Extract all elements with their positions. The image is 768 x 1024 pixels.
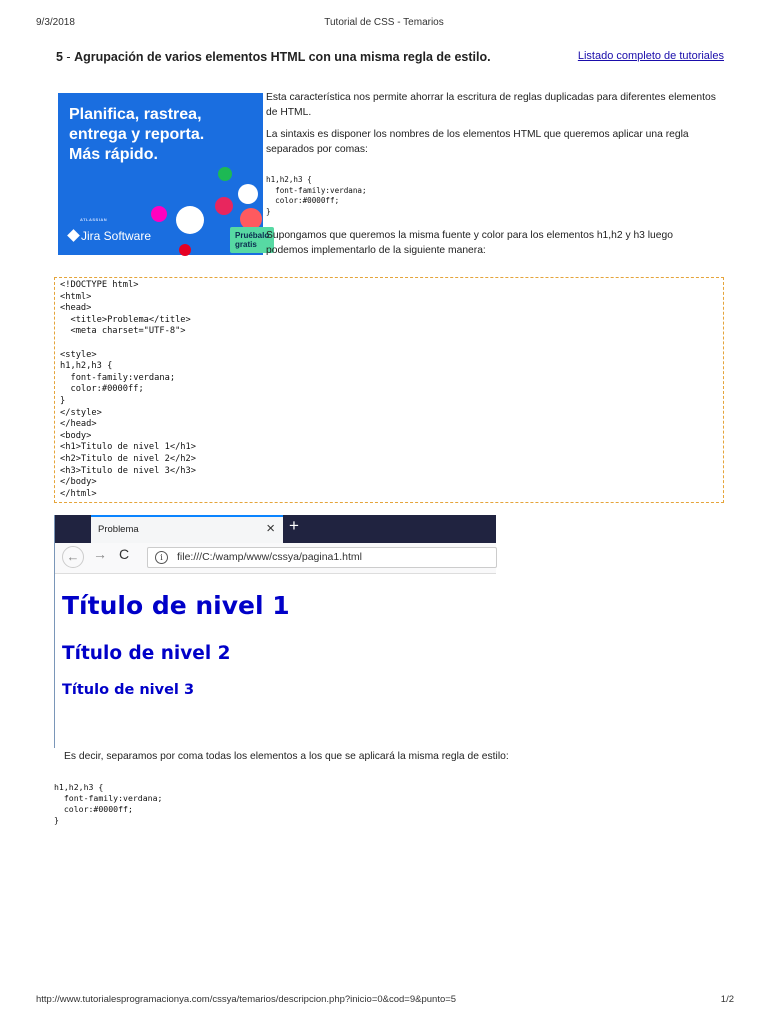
address-bar-url: file:///C:/wamp/www/cssya/pagina1.html	[177, 551, 362, 563]
ad-headline	[69, 105, 259, 165]
lesson-separator: -	[62, 50, 75, 64]
rendered-h3: Título de nivel 3	[62, 682, 195, 698]
forward-arrow-icon[interactable]: →	[93, 546, 107, 562]
back-arrow-icon[interactable]: ←	[62, 546, 84, 568]
ad-headline-line: Más rápido.	[69, 146, 158, 163]
lyft-logo-icon	[151, 206, 167, 222]
lesson-heading	[56, 50, 491, 64]
example-code-box	[54, 277, 724, 503]
tab-title: Problema	[98, 524, 139, 535]
print-page-title: Tutorial de CSS - Temarios	[324, 17, 444, 28]
info-icon[interactable]: i	[155, 551, 168, 564]
stripe-logo-icon	[238, 184, 258, 204]
example-intro-paragraph: Supongamos que queremos la misma fuente y color para los elementos h1,h2 y h3 luego podemos implementarlo de la siguiente manera:	[266, 230, 673, 256]
lesson-number: 5	[56, 50, 63, 64]
tutorials-list-link[interactable]: Listado completo de tutoriales	[577, 50, 724, 62]
pinterest-logo-icon	[179, 244, 191, 256]
new-tab-icon[interactable]: +	[289, 516, 299, 535]
spotify-logo-icon	[218, 167, 232, 181]
print-page-number: 1/2	[720, 994, 734, 1005]
browser-tab[interactable]	[91, 515, 283, 543]
browser-screenshot	[54, 515, 496, 748]
ad-brand-owner: ATLASSIAN	[80, 217, 108, 222]
ad-headline-line: entrega y reporta.	[69, 126, 205, 143]
syntax-paragraph: La sintaxis es disponer los nombres de los elementos HTML que queremos aplicar una regla separados por comas:	[266, 129, 689, 155]
syntax-code-snippet: h1,h2,h3 { font-family:verdana; color:#0000ff; }	[266, 175, 367, 216]
rendered-h2: Título de nivel 2	[62, 643, 231, 664]
summary-code-snippet: h1,h2,h3 { font-family:verdana; color:#0000ff; }	[54, 782, 163, 825]
intro-paragraph: Esta característica nos permite ahorrar la escritura de reglas duplicadas para diferentes elementos de HTML.	[266, 92, 716, 118]
ad-brand-name: Jira Software	[81, 229, 152, 243]
advertisement-banner[interactable]	[58, 93, 270, 255]
square-logo-icon	[215, 197, 233, 215]
print-date: 9/3/2018	[36, 17, 75, 28]
closing-paragraph: Es decir, separamos por coma todas los elementos a los que se aplicará la misma regla de estilo:	[64, 751, 509, 762]
lesson-title: Agrupación de varios elementos HTML con una misma regla de estilo.	[74, 50, 491, 64]
wework-logo-icon	[176, 206, 204, 234]
ad-headline-line: Planifica, rastrea,	[69, 106, 202, 123]
address-bar[interactable]	[147, 547, 497, 568]
close-icon[interactable]: ×	[266, 520, 275, 537]
browser-tab-bar	[55, 515, 496, 543]
ad-try-free-button[interactable]: Pruébalo gratis	[230, 227, 274, 253]
rendered-h1: Título de nivel 1	[62, 591, 290, 620]
reload-icon[interactable]: C	[119, 546, 130, 562]
example-code: <!DOCTYPE html> <html> <head> <title>Problema</title> <meta charset="UTF-8"> <style> h1,h2,h3 { font-family:verdana; color:#0000ff; } </style> </head> <body> <h1>Titulo de nivel 1</h1> <h2>Titulo de nivel 2</h2> <h3>Titulo de nivel 3</h3> </body> </html>	[60, 280, 196, 499]
jira-logo-icon	[67, 229, 80, 242]
ad-brand-logo	[69, 229, 151, 243]
browser-nav-bar	[55, 543, 496, 574]
print-source-url: http://www.tutorialesprogramacionya.com/cssya/temarios/descripcion.php?inicio=0&cod=9&punto=5	[36, 994, 457, 1005]
